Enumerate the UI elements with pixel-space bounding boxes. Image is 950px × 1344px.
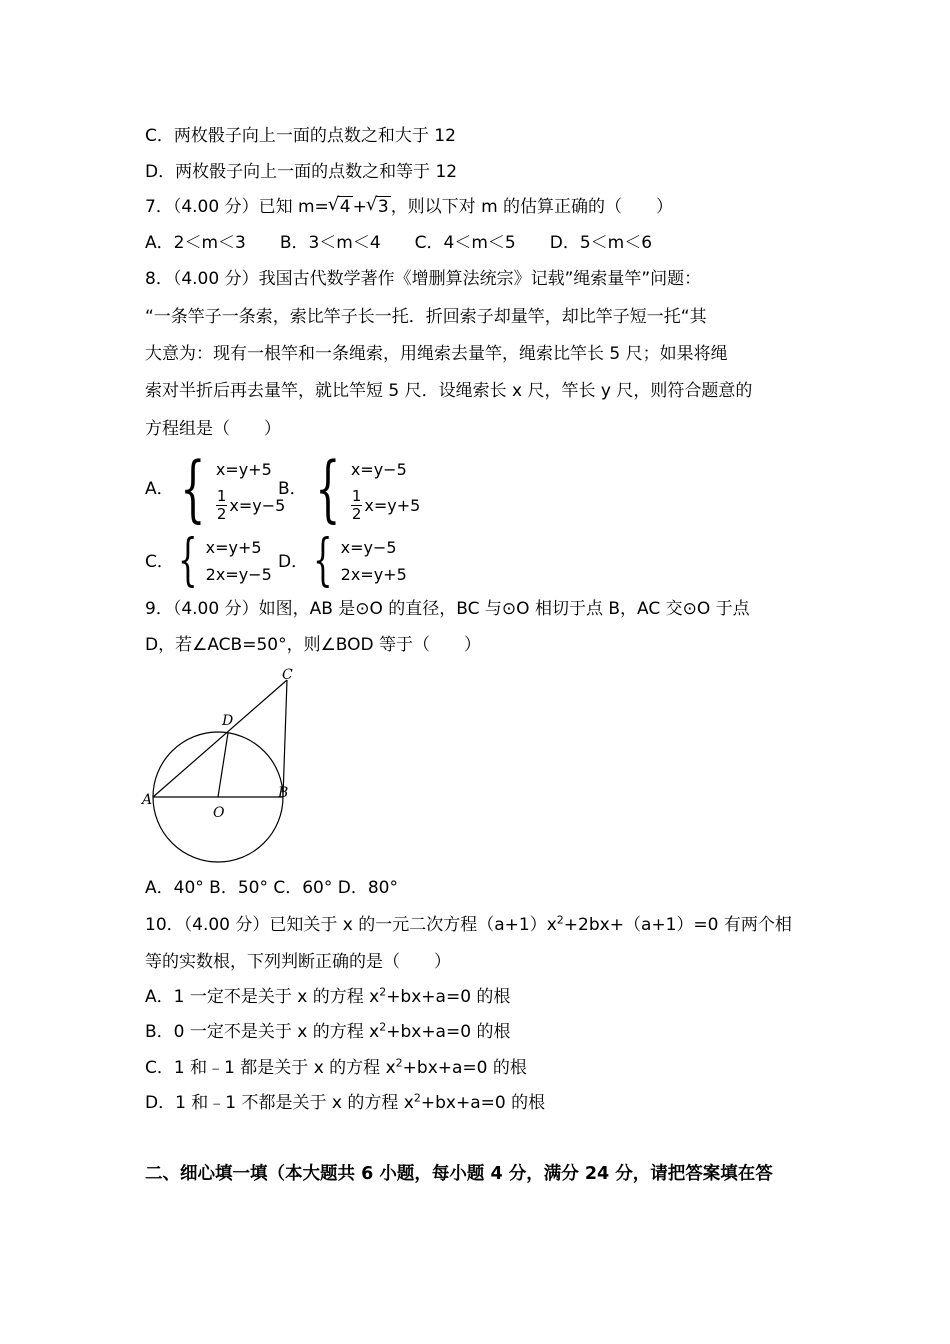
q10-option-d: D．1 和﹣1 不都是关于 x 的方程 $x^2+bx+a=0$ 的根 (145, 1091, 546, 1113)
q8-c-eq1: x=y+5 (205, 538, 262, 557)
q8-option-b-label: B． (278, 479, 307, 499)
circle-tangent-figure (140, 660, 310, 872)
q8-line2: “一条竿子一条索，索比竿子长一托．折回索子却量竿，却比竿子短一托“其 (145, 307, 707, 327)
q8-option-a-system: { x=y+5 $\frac{1}{2}$ x=y−5 (180, 446, 286, 530)
q8-option-d-label: D． (278, 552, 309, 572)
q9-line2: D，若∠ACB=50°，则∠BOD 等于（ ） (145, 635, 482, 655)
line-ac (153, 680, 287, 797)
label-c: C (282, 667, 293, 683)
q10-option-c: C．1 和﹣1 都是关于 x 的方程 $x^2+bx+a=0$ 的根 (145, 1056, 527, 1078)
q7-options: A．2＜m＜3 B．3＜m＜4 C．4＜m＜5 D．5＜m＜6 (145, 233, 653, 253)
sqrt-3: √ 3 (367, 196, 391, 218)
q8-option-b-system: { x=y−5 $\frac{1}{2}$ x=y+5 (315, 446, 421, 530)
label-d: D (222, 713, 234, 729)
q6-option-d: D．两枚骰子向上一面的点数之和等于 12 (145, 162, 458, 182)
q8-line4: 索对半折后再去量竿，就比竿短 5 尺．设绳索长 x 尺，竿长 y 尺，则符合题意的 (145, 381, 753, 401)
q9-options: A．40° B．50° C．60° D．80° (145, 878, 398, 898)
q10-option-a: A．1 一定不是关于 x 的方程 $x^2+bx+a=0$ 的根 (145, 985, 511, 1007)
q7-prefix: 7．（4.00 分）已知 m= (145, 197, 329, 217)
q8-d-eq2: 2x=y+5 (340, 565, 407, 584)
q8-line5: 方程组是（ ） (145, 419, 281, 439)
label-b: B (278, 785, 289, 801)
sqrt-4: √ 4 (329, 196, 353, 218)
q8-d-eq1: x=y−5 (340, 538, 397, 557)
q8-b-eq2: x=y+5 (364, 495, 421, 515)
segment-od (218, 733, 228, 797)
q7-plus: + (352, 197, 367, 217)
q8-line3: 大意为：现有一根竿和一条绳索，用绳索去量竿，绳索比竿长 5 尺；如果将绳 (145, 344, 728, 364)
q8-c-eq2: 2x=y−5 (205, 565, 272, 584)
q8-a-eq2: x=y−5 (229, 495, 286, 515)
q8-a-eq1: x=y+5 (215, 459, 272, 479)
label-a: A (142, 792, 153, 808)
q8-line1: 8．（4.00 分）我国古代数学著作《增删算法统宗》记载”绳索量竿”问题： (145, 269, 702, 289)
q10-line1: 10．（4.00 分）已知关于 x 的一元二次方程$(a+1)x^2+2bx+(a+1)=0$ 有两个相 (145, 913, 792, 935)
q8-b-eq1: x=y−5 (350, 459, 407, 479)
q9-line1: 9．（4.00 分）如图，AB 是⊙O 的直径，BC 与⊙O 相切于点 B，AC 交⊙O 于点 (145, 599, 750, 619)
q8-option-c-system: { x=y+5 2x=y−5 (178, 528, 272, 593)
label-o: O (213, 805, 225, 821)
q10-option-b: B．0 一定不是关于 x 的方程 $x^2+bx+a=0$ 的根 (145, 1020, 511, 1042)
q8-option-d-system: { x=y−5 2x=y+5 (313, 528, 407, 593)
q10-line2: 等的实数根，下列判断正确的是（ ） (145, 952, 451, 972)
tangent-bc (283, 680, 287, 797)
q8-option-a-label: A． (145, 479, 174, 499)
section-2-heading: 二、细心填一填（本大题共 6 小题，每小题 4 分，满分 24 分，请把答案填在答 (145, 1164, 773, 1184)
q7-suffix: ，则以下对 m 的估算正确的（ ） (390, 197, 674, 217)
q6-option-c: C．两枚骰子向上一面的点数之和大于 12 (145, 126, 456, 146)
q7-stem (145, 196, 673, 218)
q8-option-c-label: C． (145, 552, 174, 572)
